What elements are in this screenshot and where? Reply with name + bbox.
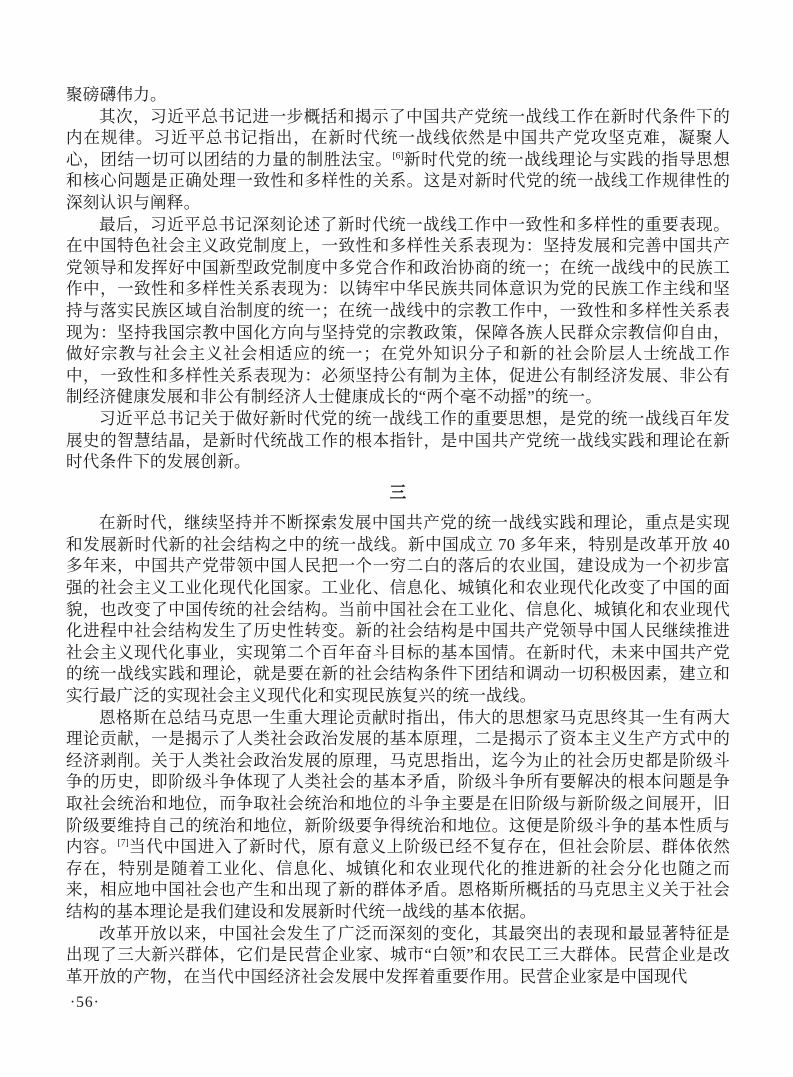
paragraph: 恩格斯在总结马克思一生重大理论贡献时指出，伟大的思想家马克思终其一生有两大理论贡献，一是揭示了人类社会政治发展的基本原理，二是揭示了资本主义生产方式中的经济剥削。关于人类社会政治发展的原理，马克思指出，迄今为止的社会历史都是阶级斗争的历史，即阶级斗争体现了人类社会的基本矛盾，阶级斗争所有要解决的根本问题是争取社会统治和地位，而争取社会统治和地位的斗争主要是在旧阶级与新阶级之间展开，旧阶级要维持自己的统治和地位，新阶级要争得统治和地位。这便是阶级斗争的基本性质与内容。[7]当代中国进入了新时代，原有意义上阶级已经不复存在，但社会阶层、群体依然存在，特别是随着工业化、信息化、城镇化和农业现代化的推进新的社会分化也随之而来，相应地中国社会也产生和出现了新的群体矛盾。恩格斯所概括的马克思主义关于社会结构的基本理论是我们建设和发展新时代统一战线的基本依据。 <box>66 707 730 921</box>
paragraph: 习近平总书记关于做好新时代党的统一战线工作的重要思想，是党的统一战线百年发展史的智慧结晶，是新时代统战工作的根本指针，是中国共产党统一战线实践和理论在新时代条件下的发展创新。 <box>66 408 730 472</box>
footnote-ref: [6] <box>392 151 404 162</box>
paragraph: 最后，习近平总书记深刻论述了新时代统一战线工作中一致性和多样性的重要表现。在中国特色社会主义政党制度上，一致性和多样性关系表现为：坚持发展和完善中国共产党领导和发挥好中国新型政党制度中多党合作和政治协商的统一；在统一战线中的民族工作中，一致性和多样性关系表现为：以铸牢中华民族共同体意识为党的民族工作主线和坚持与落实民族区域自治制度的统一；在统一战线中的宗教工作中，一致性和多样性关系表现为：坚持我国宗教中国化方向与坚持党的宗教政策，保障各族人民群众宗教信仰自由，做好宗教与社会主义社会相适应的统一；在党外知识分子和新的社会阶层人士统战工作中，一致性和多样性关系表现为：必须坚持公有制为主体，促进公有制经济发展、非公有制经济健康发展和非公有制经济人士健康成长的“两个毫不动摇”的统一。 <box>66 214 730 407</box>
document-body <box>66 84 730 987</box>
paragraph: 聚磅礴伟力。 <box>66 85 167 104</box>
section-heading: 三 <box>389 482 407 502</box>
paragraph: 其次，习近平总书记进一步概括和揭示了中国共产党统一战线工作在新时代条件下的内在规律。习近平总书记指出，在新时代统一战线依然是中国共产党攻坚克难，凝聚人心，团结一切可以团结的力量的制胜法宝。[6]新时代党的统一战线理论与实践的指导思想和核心问题是正确处理一致性和多样性的关系。这是对新时代党的统一战线工作规律性的深刻认识与阐释。 <box>66 106 731 212</box>
footnote-ref: [7] <box>117 838 129 849</box>
paragraph: 改革开放以来，中国社会发生了广泛而深刻的变化，其最突出的表现和最显著特征是出现了三大新兴群体，它们是民营企业家、城市“白领”和农民工三大群体。民营企业是改革开放的产物，在当代中国经济社会发展中发挥着重要作用。民营企业家是中国现代 <box>66 923 730 986</box>
page-number: ·56· <box>70 994 100 1011</box>
paragraph: 在新时代，继续坚持并不断探索发展中国共产党的统一战线实践和理论，重点是实现和发展新时代新的社会结构之中的统一战线。新中国成立 70 多年来，特别是改革开放 40 多年来，中国共产党带领中国人民把一个一穷二白的落后的农业国，建设成为一个初步富强的社会主义工业化现代化国家。工业化、信息化、城镇化和农业现代化改变了中国的面貌，也改变了中国传统的社会结构。当前中国社会在工业化、信息化、城镇化和农业现代化进程中社会结构发生了历史性转变。新的社会结构是中国共产党领导中国人民继续推进社会主义现代化事业，实现第二个百年奋斗目标的基本国情。在新时代，未来中国共产党的统一战线实践和理论，就是要在新的社会结构条件下团结和调动一切积极因素，建立和实行最广泛的实现社会主义现代化和实现民族复兴的统一战线。 <box>66 513 730 706</box>
